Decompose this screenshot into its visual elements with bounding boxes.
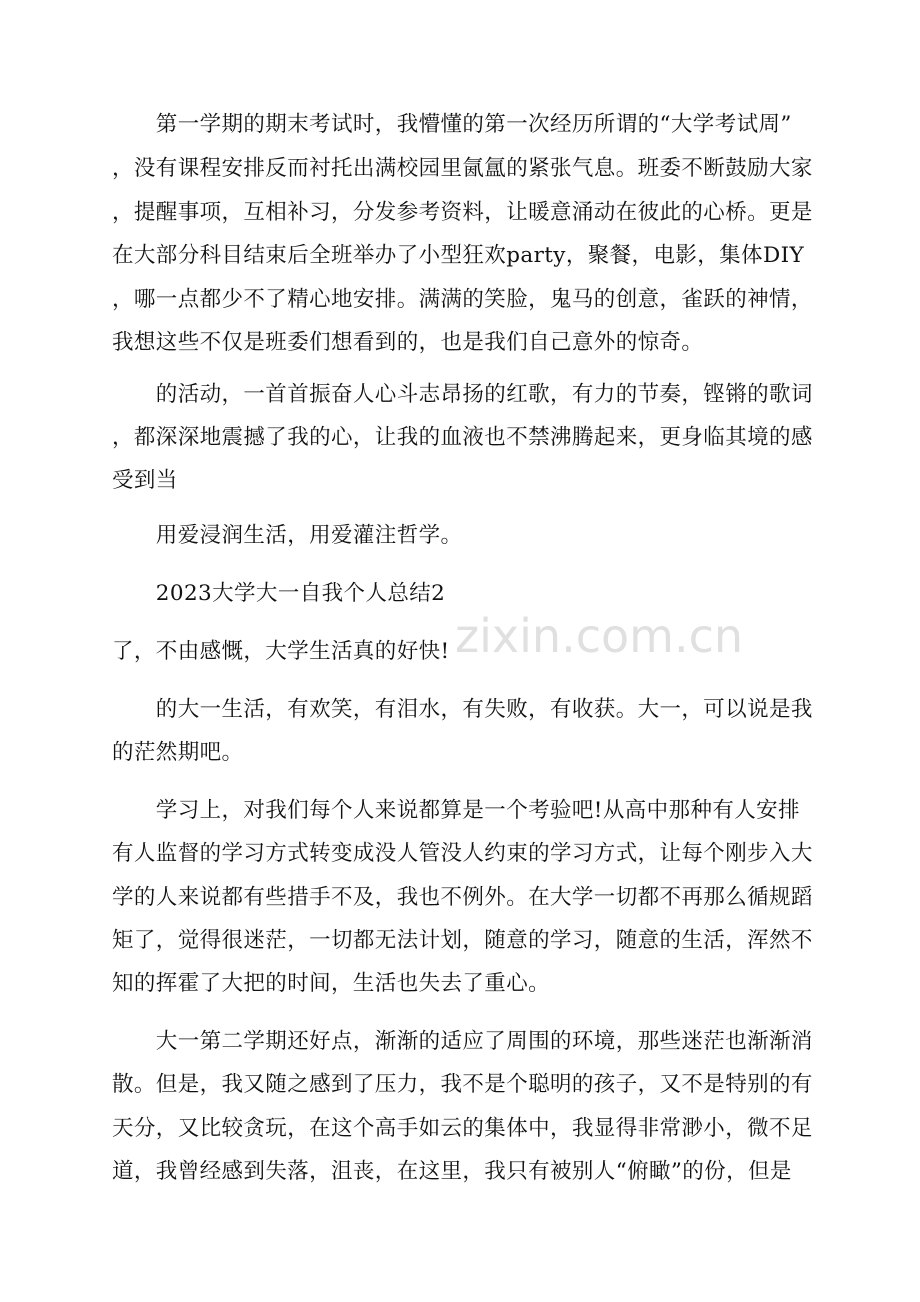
text-line: 散。但是，我又随之感到了压力，我不是个聪明的孩子，又不是特别的有 [112, 1072, 813, 1097]
text-line: ，哪一点都少不了精心地安排。满满的笑脸，鬼马的创意，雀跃的神情， [112, 287, 813, 312]
text-line: ，没有课程安排反而衬托出满校园里氤氲的紧张气息。班委不断鼓励大家 [112, 156, 813, 181]
text-line: 道，我曾经感到失落，沮丧，在这里，我只有被别人“俯瞰”的份，但是 [112, 1159, 792, 1184]
text-line: 知的挥霍了大把的时间，生活也失去了重心。 [112, 971, 551, 996]
text-line: 天分，又比较贪玩，在这个高手如云的集体中，我显得非常渺小，微不足 [112, 1116, 813, 1141]
section-heading: 2023大学大一自我个人总结2 [112, 581, 446, 606]
text-line: 的茫然期吧。 [112, 740, 244, 765]
text-line: ，都深深地震撼了我的心，让我的血液也不禁沸腾起来，更身临其境的感 [112, 425, 813, 450]
text-line: 大一第二学期还好点，渐渐的适应了周围的环境，那些迷茫也渐渐消 [112, 1029, 813, 1054]
text-line: 我想这些不仅是班委们想看到的，也是我们自己意外的惊奇。 [112, 330, 704, 355]
text-line: 矩了，觉得很迷茫，一切都无法计划，随意的学习，随意的生活，浑然不 [112, 928, 813, 953]
text-line: 用爱浸润生活，用爱灌注哲学。 [112, 523, 463, 548]
text-line: 了，不由感慨，大学生活真的好快! [112, 639, 450, 664]
text-line: ，提醒事项，互相补习，分发参考资料，让暖意涌动在彼此的心桥。更是 [112, 200, 813, 225]
text-line: 的活动，一首首振奋人心斗志昂扬的红歌，有力的节奏，铿锵的歌词 [112, 382, 813, 407]
text-line: 第一学期的期末考试时，我懵懂的第一次经历所谓的“大学考试周” [112, 112, 792, 137]
text-line: 学习上，对我们每个人来说都算是一个考验吧!从高中那种有人安排 [112, 798, 800, 823]
text-line: 在大部分科目结束后全班举办了小型狂欢party，聚餐，电影，集体DIY [112, 243, 805, 268]
text-line: 有人监督的学习方式转变成没人管没人约束的学习方式，让每个刚步入大 [112, 841, 813, 866]
text-line: 学的人来说都有些措手不及，我也不例外。在大学一切都不再那么循规蹈 [112, 885, 813, 910]
text-line: 受到当 [112, 468, 178, 493]
text-line: 的大一生活，有欢笑，有泪水，有失败，有收获。大一，可以说是我 [112, 697, 813, 722]
watermark: zixin.com.cn [455, 609, 744, 663]
